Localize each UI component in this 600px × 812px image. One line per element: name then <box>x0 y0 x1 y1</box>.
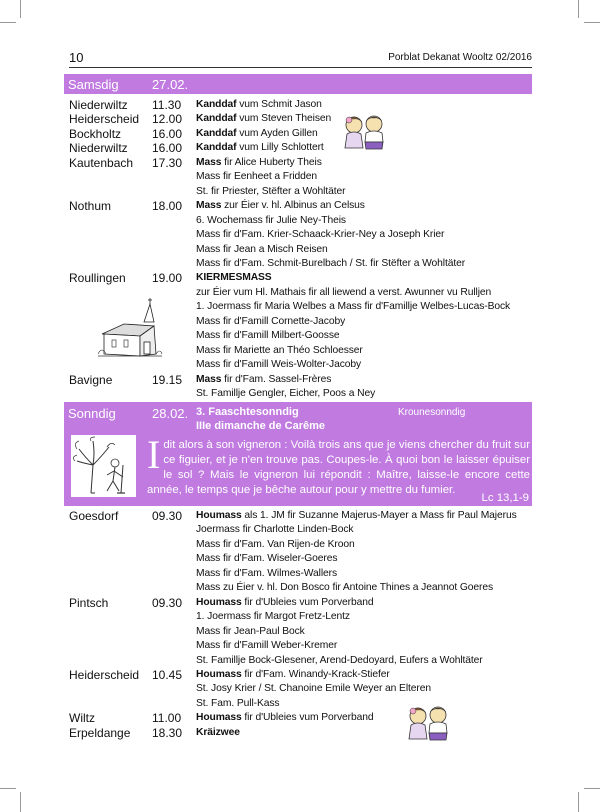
gospel-quote <box>147 432 530 498</box>
service-intention: Mass fir Eenheet a Fridden <box>196 171 318 183</box>
liturgical-occasion-french: IIIe dimanche de Carême <box>196 420 325 432</box>
service-intention: fir d'Ubleies vum Porverband <box>241 596 374 608</box>
service-intention: zur Éier v. hl. Albinus an Celsus <box>221 200 365 212</box>
crop-mark <box>578 792 579 812</box>
service-intention: Mass fir d'Famill Cornette-Jacoby <box>196 315 346 327</box>
service-description <box>196 387 375 401</box>
crop-mark <box>20 792 21 812</box>
place-name: Wiltz <box>69 711 95 726</box>
service-description <box>196 286 491 300</box>
service-description <box>196 185 345 199</box>
gospel-reference: Lc 13,1-9 <box>481 492 529 504</box>
service-description <box>196 243 328 257</box>
place-name: Roullingen <box>69 271 126 286</box>
service-intention: vum Lilly Schlottert <box>236 142 324 154</box>
crop-mark <box>0 788 16 789</box>
service-time: 16.00 <box>152 126 183 141</box>
liturgical-occasion: 3. Faaschtesonndig <box>196 406 299 418</box>
service-description <box>196 329 340 343</box>
service-description <box>196 373 331 387</box>
service-intention: fir Alice Huberty Theis <box>221 156 322 168</box>
service-type: Mass <box>196 373 222 385</box>
service-intention: Mass fir Jean a Misch Reisen <box>196 243 328 255</box>
service-description <box>196 697 279 711</box>
service-type: Kanddaf <box>196 127 237 139</box>
service-intention: fir d'Fam. Winandy-Krack-Stiefer <box>241 668 390 680</box>
service-intention: Mass fir d'Famill Milbert-Goosse <box>196 330 340 342</box>
service-description <box>196 170 317 184</box>
service-description <box>196 509 517 523</box>
quote-text: dit alors à son vigneron : Voilà trois ans que je viens chercher du fruit sur ce figuier, et je n'en trouve pas. Coupes-le. À quoi bon le laisser épuiser le sol ? Mais le vigneron lui répondit : Maître, laisse-le encore cette année, le temps que je bêche autour pour y mettre du fumier. <box>147 439 530 496</box>
service-description <box>196 711 374 725</box>
service-intention: zur Éier vum Hl. Mathais fir all liewend a verst. Awunner vu Rulljen <box>196 286 492 298</box>
service-description <box>196 214 346 228</box>
service-description <box>196 271 272 285</box>
service-type: Houmass <box>196 668 242 680</box>
crop-mark <box>0 22 16 23</box>
service-intention: Mass fir d'Famill Weis-Wolter-Jacoby <box>196 359 362 371</box>
service-type: Mass <box>196 200 222 212</box>
service-time: 10.45 <box>152 667 183 682</box>
service-intention: vum Steven Theisen <box>236 113 332 125</box>
service-description <box>196 682 431 696</box>
day-label: Sonndig <box>68 406 116 421</box>
place-name: Kautenbach <box>69 155 134 170</box>
service-time: 11.30 <box>152 98 182 112</box>
service-intention: St. Famillje Bock-Glesener, Arend-Dedoyard, Eufers a Wohltäter <box>196 654 483 666</box>
service-intention: St. Famillje Gengler, Eicher, Poos a Ney <box>196 388 376 399</box>
service-time: 12.00 <box>152 112 183 127</box>
drop-cap: I <box>147 432 161 477</box>
service-type: Houmass <box>196 712 242 724</box>
fig-tree-vinedresser-icon <box>71 435 136 497</box>
service-description <box>196 127 318 141</box>
chapel-icon <box>96 296 164 360</box>
service-description <box>196 581 493 595</box>
page-number: 10 <box>69 50 84 65</box>
crop-mark <box>584 22 600 23</box>
place-name: Bockholtz <box>69 126 122 141</box>
service-time: 16.00 <box>152 141 183 156</box>
service-type: Kanddaf <box>196 142 237 154</box>
service-intention: Joermass fir Charlotte Linden-Bock <box>196 524 354 536</box>
service-description <box>196 610 350 624</box>
sunday-header-box <box>64 402 532 506</box>
service-time: 19.00 <box>152 271 183 286</box>
service-description <box>196 726 240 740</box>
service-time: 09.30 <box>152 595 183 610</box>
service-type: Houmass <box>196 596 242 608</box>
service-intention: St. fir Priester, Stëfter a Wohltäter <box>196 185 346 197</box>
day-label: Samsdig <box>68 77 119 92</box>
service-time: 19.15 <box>152 372 183 387</box>
service-intention: St. Josy Krier / St. Chanoine Emile Weyer an Elteren <box>196 683 431 695</box>
service-intention: Mass fir d'Famill Weber-Kremer <box>196 640 338 652</box>
service-description <box>196 228 444 242</box>
service-intention: Mass zu Éier v. hl. Don Bosco fir Antoine Thines a Jeannot Goeres <box>196 582 494 594</box>
place-name: Pintsch <box>69 595 109 610</box>
service-description <box>196 358 361 372</box>
service-type: Houmass <box>196 510 242 521</box>
service-intention: Mass fir d'Fam. Schmit-Burelbach / St. fir Stëfter a Wohltäter <box>196 257 466 269</box>
service-description <box>196 98 322 112</box>
children-couple-icon <box>342 112 388 152</box>
place-name: Niederwiltz <box>69 141 128 156</box>
service-description <box>196 315 345 329</box>
saturday-header-band <box>64 74 532 94</box>
service-description <box>196 552 337 566</box>
service-type: KIERMESMASS <box>196 272 272 284</box>
service-intention: 1. Joermass fir Margot Fretz-Lentz <box>196 611 350 623</box>
service-intention: vum Ayden Gillen <box>236 127 318 139</box>
service-intention: vum Schmit Jason <box>236 99 322 110</box>
service-intention: Mass fir Jean-Paul Bock <box>196 625 305 637</box>
service-intention: Mass fir d'Fam. Van Rijen-de Kroon <box>196 538 355 550</box>
place-name: Niederwiltz <box>69 98 128 112</box>
service-description <box>196 538 355 552</box>
service-intention: fir d'Fam. Sassel-Frères <box>221 373 332 385</box>
bulletin-title: Porblat Dekanat Wooltz 02/2016 <box>388 52 532 63</box>
service-time: 09.30 <box>152 509 183 523</box>
service-intention: Mass fir d'Fam. Wilmes-Wallers <box>196 567 338 579</box>
service-description <box>196 567 337 581</box>
crop-mark <box>578 0 579 18</box>
crop-mark <box>584 788 600 789</box>
service-description <box>196 654 483 668</box>
service-intention: fir d'Ubleies vum Porverband <box>241 712 374 724</box>
place-name: Heiderscheid <box>69 112 140 127</box>
date-label: 28.02. <box>152 406 189 421</box>
service-intention: Mass fir Mariette an Théo Schloesser <box>196 344 363 356</box>
place-name: Goesdorf <box>69 509 119 523</box>
service-intention: 6. Wochemass fir Julie Ney-Theis <box>196 214 346 226</box>
service-time: 18.00 <box>152 199 183 214</box>
service-type: Mass <box>196 156 222 168</box>
service-description <box>196 141 324 155</box>
service-description <box>196 300 510 314</box>
service-time: 18.30 <box>152 725 183 740</box>
service-description <box>196 112 331 126</box>
service-intention: 1. Joermass fir Maria Welbes a Mass fir d'Famillje Welbes-Lucas-Bock <box>196 301 511 313</box>
place-name: Erpeldange <box>69 725 131 740</box>
service-description <box>196 344 363 358</box>
service-intention: Mass fir d'Fam. Krier-Schaack-Krier-Ney a Joseph Krier <box>196 229 445 241</box>
service-description <box>196 523 353 537</box>
place-name: Heiderscheid <box>69 667 140 682</box>
service-description <box>196 639 337 653</box>
service-intention: Mass fir d'Fam. Wiseler-Goeres <box>196 553 338 565</box>
children-couple-icon <box>406 703 452 743</box>
place-name: Bavigne <box>69 372 113 387</box>
date-label: 27.02. <box>152 77 189 92</box>
service-time: 17.30 <box>152 155 183 170</box>
place-name: Nothum <box>69 199 112 214</box>
service-description <box>196 596 374 610</box>
illustration-frame <box>71 435 136 497</box>
service-description <box>196 199 365 213</box>
service-description <box>196 625 305 639</box>
service-description <box>196 257 465 271</box>
crop-mark <box>20 0 21 18</box>
service-description <box>196 668 390 682</box>
service-time: 11.00 <box>152 711 182 726</box>
service-intention: St. Fam. Pull-Kass <box>196 697 280 709</box>
service-type: Kanddaf <box>196 99 237 110</box>
service-intention: als 1. JM fir Suzanne Majerus-Mayer a Mass fir Paul Majerus <box>241 510 517 521</box>
service-type: Kanddaf <box>196 113 237 125</box>
liturgical-occasion-alt: Krounesonndig <box>398 407 466 418</box>
header-divider <box>69 67 532 68</box>
service-description <box>196 156 322 170</box>
service-type: Kräizwee <box>196 726 240 738</box>
